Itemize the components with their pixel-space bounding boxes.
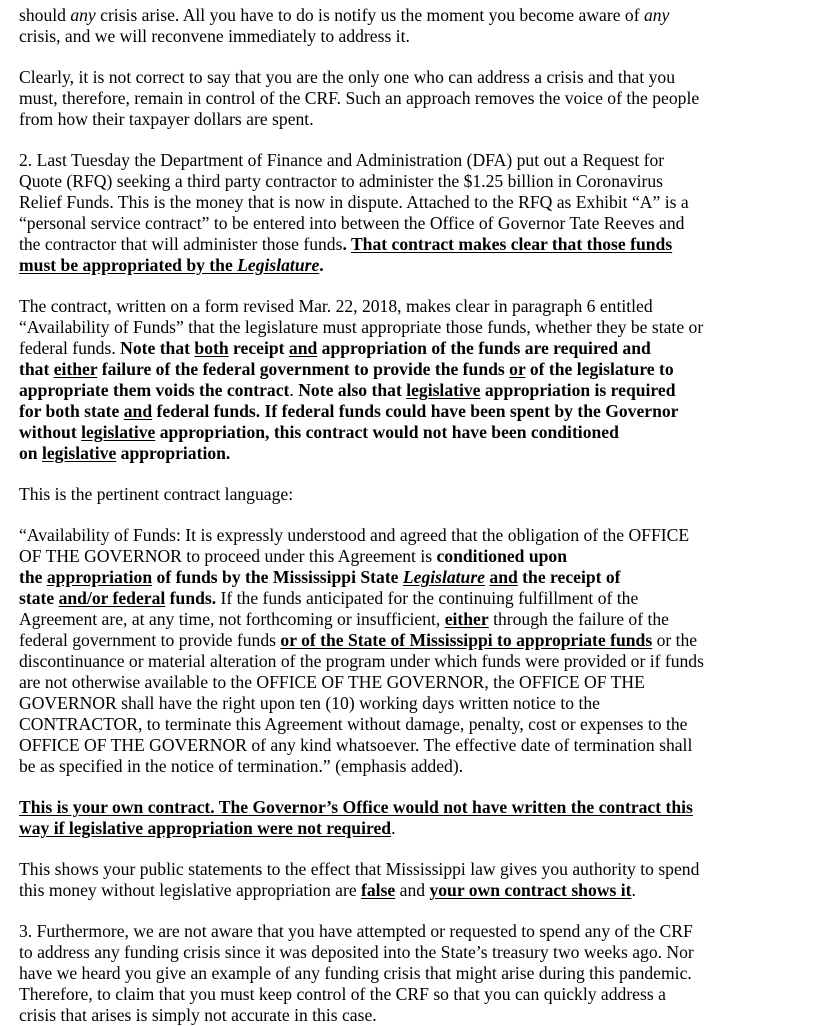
text-line [19,942,694,963]
text-span: and [489,567,518,587]
text-line [19,588,638,609]
text-span: of funds by the Mississippi State [152,567,403,587]
text-line [19,317,703,338]
text-span: 3. Furthermore, we are not aware that you have attempted or requested to spend any of the CRF [19,921,693,941]
text-span: or of the State of Mississippi to appropriate funds [280,630,653,650]
text-line [19,5,669,26]
text-line [19,797,693,818]
text-line [19,921,693,942]
text-span: this money without legislative appropriation are [19,880,362,900]
text-span: should [19,5,71,25]
text-line [19,630,697,651]
text-span: and/or federal [58,588,166,608]
text-span: Legislature [237,255,320,275]
text-line [19,1005,377,1026]
text-span: legislative [41,443,117,463]
text-line [19,67,675,88]
text-span: to address any funding crisis since it was deposited into the State’s treasury two weeks ago. Nor [19,942,694,962]
text-line [19,651,704,672]
text-line [19,255,324,276]
text-span: The contract, written on a form revised Mar. 22, 2018, makes clear in paragraph 6 entitled [19,296,653,316]
text-span: the contractor that will administer those funds [19,234,343,254]
text-span: Quote (RFQ) seeking a third party contractor to administer the $1.25 billion in Coronavirus [19,171,664,191]
text-span: failure of the federal government to provide the funds [97,359,510,379]
text-line [19,88,699,109]
text-span: . [319,255,324,275]
text-span: or the [652,630,698,650]
text-line [19,380,676,401]
text-line [19,672,645,693]
text-span: Legislature [402,567,485,587]
text-line [19,735,692,756]
text-line [19,609,669,630]
text-span: . [631,880,636,900]
text-span: and [123,401,153,421]
text-span: Clearly, it is not correct to say that you are the only one who can address a crisis and that you [19,67,675,87]
text-span: Therefore, to claim that you must keep control of the CRF so that you can quickly address a [19,984,666,1004]
text-span: This is your own contract. The Governor’s Office would not have written the contract this [19,797,693,817]
text-span: GOVERNOR shall have the right upon ten (10) working days written notice to the [19,693,600,713]
text-line [19,525,689,546]
text-span: Note that [120,338,195,358]
text-span: of the legislature to [525,359,674,379]
text-span: either [444,609,489,629]
text-span: CONTRACTOR, to terminate this Agreement without damage, penalty, cost or expenses to the [19,714,688,734]
text-span: appropriation is required [480,380,676,400]
text-line [19,296,653,317]
text-span: any [70,5,96,25]
text-span: That contract makes clear that those funds [350,234,673,254]
text-line [19,546,567,567]
text-line [19,756,463,777]
text-line [19,963,692,984]
text-span: crisis, and we will reconvene immediately to address it. [19,26,410,46]
text-span: federal government to provide funds [19,630,281,650]
text-span: and [395,880,430,900]
text-span: any [643,5,670,25]
text-line [19,109,314,130]
text-line [19,443,230,464]
text-span: appropriation. [116,443,231,463]
text-span: crisis that arises is simply not accurate in this case. [19,1005,377,1025]
text-span: 2. Last Tuesday the Department of Finance and Administration (DFA) put out a Request for [19,150,665,170]
text-span: appropriation, this contract would not have been conditioned [155,422,619,442]
text-span: OF THE GOVERNOR to proceed under this Agreement is [19,546,437,566]
text-line [19,714,687,735]
text-span: false [361,880,396,900]
text-span: Note also that [298,380,407,400]
text-span: crisis arise. All you have to do is notify us the moment you become aware of [95,5,644,25]
text-line [19,484,293,505]
text-span: are not otherwise available to the OFFICE OF THE GOVERNOR, the OFFICE OF THE [19,672,645,692]
text-line [19,984,666,1005]
text-span: funds. [165,588,217,608]
text-span: Agreement are, at any time, not forthcoming or insufficient, [19,609,445,629]
text-span: be as specified in the notice of termination.” (emphasis added). [19,756,464,776]
text-span: your own contract shows it [429,880,632,900]
text-span: appropriation of the funds are required and [317,338,651,358]
text-line [19,234,672,255]
text-span: appropriate them voids the contract [19,380,290,400]
text-line [19,338,651,359]
text-span: conditioned upon [436,546,568,566]
text-span: If the funds anticipated for the continuing fulfillment of the [216,588,639,608]
text-span: legislative [406,380,481,400]
text-line [19,401,679,422]
text-span: must be appropriated by the [19,255,238,275]
text-line [19,880,636,901]
text-line [19,422,619,443]
text-span: state [19,588,59,608]
text-line [19,859,699,880]
text-line [19,567,621,588]
text-span: This shows your public statements to the effect that Mississippi law gives you authority to spend [19,859,700,879]
text-span: or [509,359,526,379]
text-span: federal funds. [19,338,121,358]
text-span: . [342,234,351,254]
text-span: through the failure of the [488,609,669,629]
text-span: for both state [19,401,124,421]
text-span: “personal service contract” to be entered into between the Office of Governor Tate Reeves and [19,213,685,233]
text-span: legislative [81,422,156,442]
text-span: and [288,338,318,358]
text-span: This is the pertinent contract language: [19,484,294,504]
text-span: the [19,567,47,587]
text-span: the receipt of [517,567,621,587]
text-span: discontinuance or material alteration of the program under which funds were provided or if funds [19,651,704,671]
text-span: that [19,359,54,379]
text-line [19,171,663,192]
text-line [19,693,600,714]
text-span: . [391,818,396,838]
text-span: “Availability of Funds: It is expressly understood and agreed that the obligation of the OFFICE [19,525,690,545]
text-span: . [289,380,299,400]
text-span: appropriation [46,567,153,587]
text-span: either [53,359,98,379]
text-span: receipt [228,338,289,358]
text-span: both [194,338,229,358]
text-span: must, therefore, remain in control of the CRF. Such an approach removes the voice of the people [19,88,700,108]
text-span: on [19,443,42,463]
text-line [19,818,395,839]
text-line [19,359,674,380]
text-line [19,213,684,234]
text-span: from how their taxpayer dollars are spent. [19,109,314,129]
text-span: have we heard you give an example of any funding crisis that might arise during this pandemic. [19,963,692,983]
text-line [19,26,410,47]
text-span: federal funds. If federal funds could have been spent by the Governor [152,401,679,421]
text-span: “Availability of Funds” that the legislature must appropriate those funds, whether they be state or [19,317,704,337]
text-span: way if legislative appropriation were not required [19,818,392,838]
text-span: without [19,422,82,442]
text-span: Relief Funds. This is the money that is now in dispute. Attached to the RFQ as Exhibit “A” is a [19,192,689,212]
text-line [19,192,689,213]
text-span: OFFICE OF THE GOVERNOR of any kind whatsoever. The effective date of termination shall [19,735,693,755]
text-line [19,150,664,171]
